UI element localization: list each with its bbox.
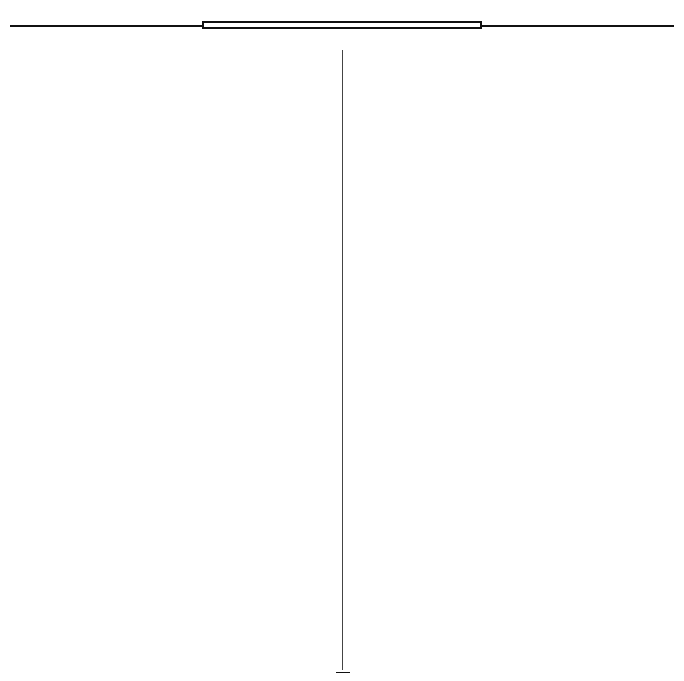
page-bottom-mark xyxy=(336,672,350,679)
headline xyxy=(202,21,482,29)
left-column xyxy=(10,50,336,670)
headline-banner xyxy=(10,8,674,42)
right-column xyxy=(348,50,674,670)
article-columns xyxy=(10,50,674,670)
column-divider xyxy=(342,50,343,670)
